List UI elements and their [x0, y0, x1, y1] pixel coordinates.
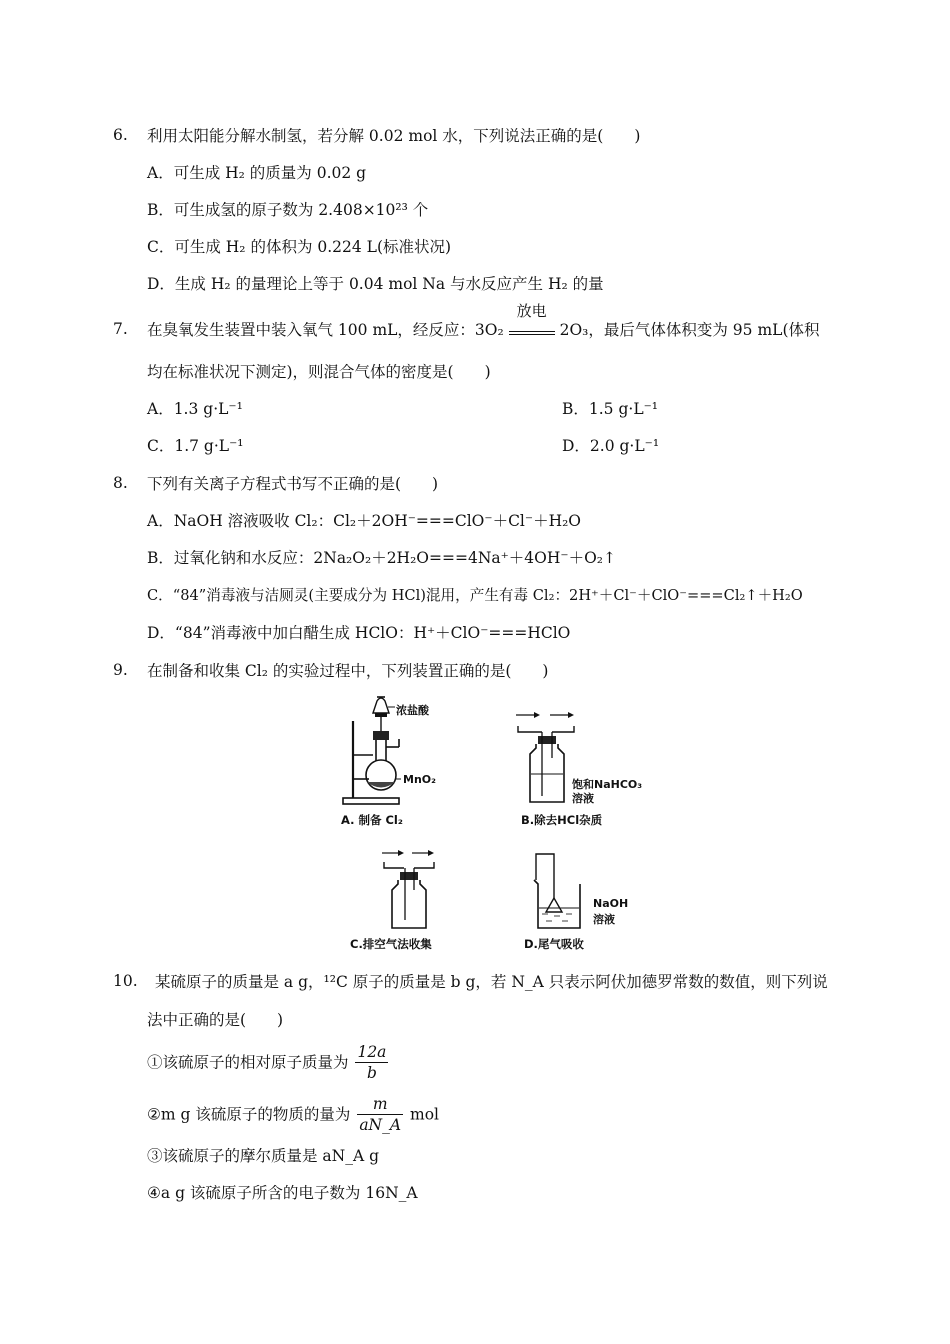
apparatus-a-drawing	[335, 695, 455, 815]
q8-option-b: B．过氧化钠和水反应：2Na₂O₂＋2H₂O===4Na⁺＋4OH⁻＋O₂↑	[147, 549, 616, 567]
label-conc-hcl: 浓盐酸	[396, 704, 429, 717]
reaction-condition-label: 放电	[516, 302, 547, 320]
q6-option-c: C．可生成 H₂ 的体积为 0.224 L(标准状况)	[147, 238, 452, 256]
q10-number: 10.	[113, 972, 138, 990]
figure-d-absorber	[528, 850, 598, 932]
q10-option-1-text: ①该硫原子的相对原子质量为	[147, 1053, 349, 1072]
fraction-denominator: b	[366, 1064, 377, 1082]
q9-number: 9.	[113, 661, 128, 679]
q8-option-d: D．“84”消毒液中加白醋生成 HClO：H⁺＋ClO⁻===HClO	[147, 624, 571, 642]
q7-stem-line2: 均在标准状况下测定)，则混合气体的密度是( )	[147, 363, 491, 381]
q10-option-2-unit: mol	[410, 1105, 439, 1124]
label-nahco3: 饱和NaHCO₃	[572, 778, 643, 791]
label-naoh: NaOH	[593, 897, 629, 910]
apparatus-d-drawing	[528, 850, 598, 932]
fraction-denominator: aN_A	[359, 1116, 402, 1134]
reaction-condition	[509, 302, 555, 335]
q10-option-1	[147, 1042, 390, 1083]
caption-c: C.排空气法收集	[350, 937, 432, 951]
fraction-numerator: m	[357, 1094, 403, 1115]
figure-c-collector	[378, 850, 448, 932]
q6-stem: 利用太阳能分解水制氢，若分解 0.02 mol 水，下列说法正确的是( )	[147, 127, 641, 145]
caption-d: D.尾气吸收	[524, 937, 584, 951]
caption-a: A. 制备 Cl₂	[341, 813, 403, 827]
label-naoh-solution: 溶液	[593, 913, 615, 926]
q7-number: 7.	[113, 320, 128, 338]
q10-stem-line2: 法中正确的是( )	[147, 1011, 284, 1029]
fraction-12a-over-b	[355, 1042, 388, 1083]
caption-b: B.除去HCl杂质	[521, 813, 603, 827]
figure-a-generator	[335, 695, 455, 815]
label-nahco3-solution: 溶液	[572, 792, 594, 805]
q7-stem	[147, 302, 820, 340]
q10-option-4: ④a g 该硫原子所含的电子数为 16N_A	[147, 1184, 418, 1202]
fraction-numerator: 12a	[357, 1043, 387, 1061]
q10-stem: 某硫原子的质量是 a g，¹²C 原子的质量是 b g，若 N_A 只表示阿伏加德罗常数的数值，则下列说	[155, 973, 828, 991]
apparatus-c-drawing	[378, 850, 448, 932]
q8-stem: 下列有关离子方程式书写不正确的是( )	[147, 475, 439, 493]
q7-stem-pre: 在臭氧发生装置中装入氧气 100 mL，经反应：3O₂	[147, 321, 504, 339]
q8-option-c: C．“84”消毒液与洁厕灵(主要成分为 HCl)混用，产生有毒 Cl₂：2H⁺＋Cl⁻＋ClO⁻===Cl₂↑＋H₂O	[147, 587, 803, 604]
q7-stem-post: 2O₃，最后气体体积变为 95 mL(体积	[559, 321, 820, 339]
q6-option-a: A．可生成 H₂ 的质量为 0.02 g	[147, 164, 367, 182]
label-mno2: MnO₂	[403, 773, 436, 786]
q9-stem: 在制备和收集 Cl₂ 的实验过程中，下列装置正确的是( )	[147, 662, 549, 680]
q6-number: 6.	[113, 126, 128, 144]
q7-option-b: B．1.5 g·L⁻¹	[562, 400, 659, 418]
q10-option-3: ③该硫原子的摩尔质量是 aN_A g	[147, 1147, 380, 1165]
q8-number: 8.	[113, 474, 128, 492]
q10-option-2-text: ②m g 该硫原子的物质的量为	[147, 1105, 351, 1124]
reaction-equals-sign	[509, 331, 555, 335]
q6-option-b: B．可生成氢的原子数为 2.408×10²³ 个	[147, 201, 429, 219]
q8-option-a: A．NaOH 溶液吸收 Cl₂：Cl₂＋2OH⁻===ClO⁻＋Cl⁻＋H₂O	[147, 512, 582, 530]
fraction-m-over-ana	[357, 1094, 403, 1135]
q7-option-c: C．1.7 g·L⁻¹	[147, 437, 244, 455]
q7-option-d: D．2.0 g·L⁻¹	[562, 437, 660, 455]
q6-option-d: D．生成 H₂ 的量理论上等于 0.04 mol Na 与水反应产生 H₂ 的量	[147, 275, 604, 293]
q7-option-a: A．1.3 g·L⁻¹	[147, 400, 243, 418]
q10-option-2	[147, 1094, 439, 1135]
